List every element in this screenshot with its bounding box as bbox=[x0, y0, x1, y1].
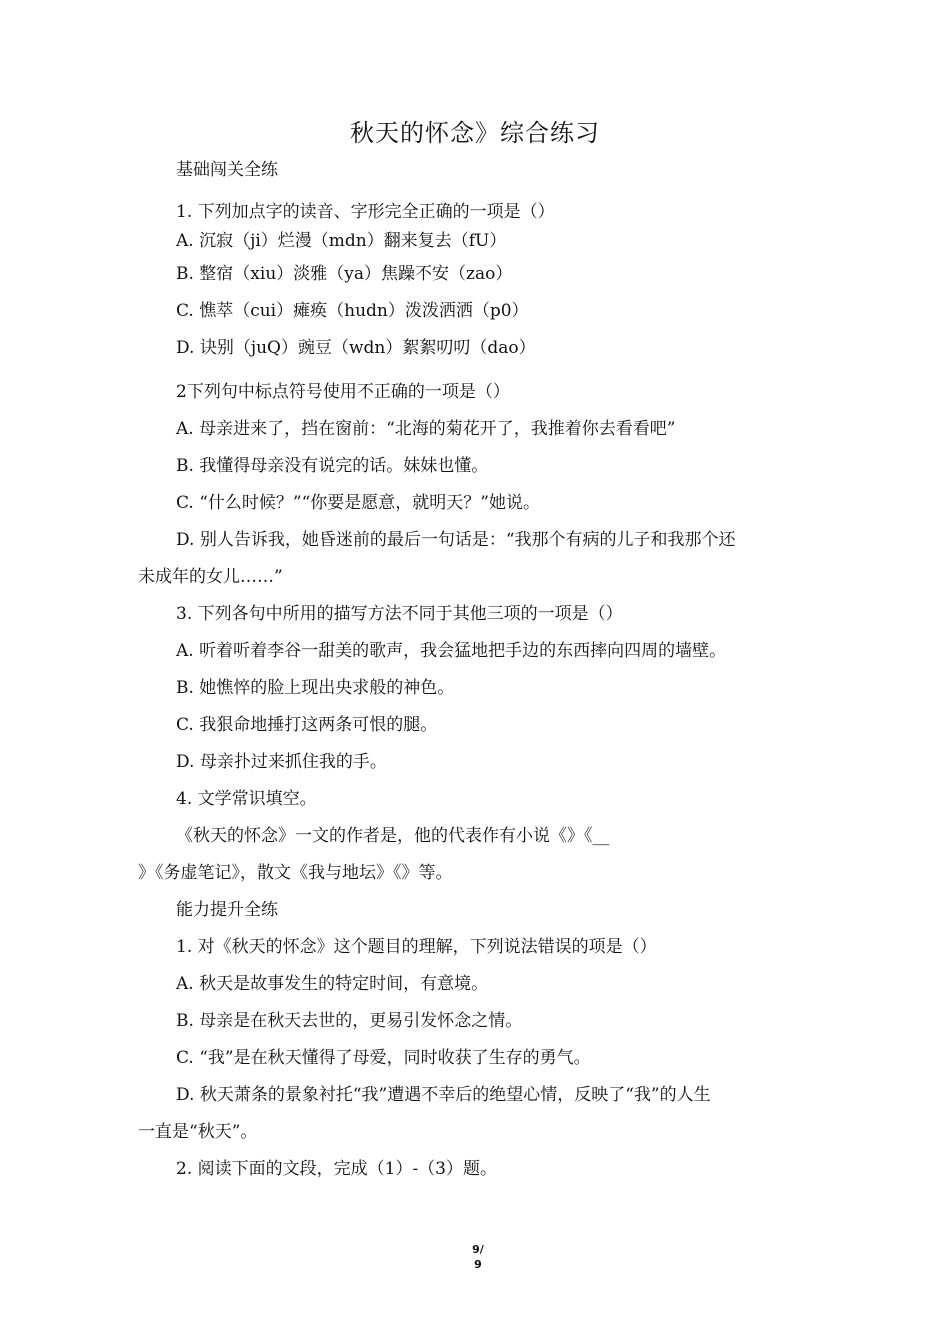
question-4-line-1: 《秋天的怀念》一文的作者是，他的代表作有小说《》《__ bbox=[176, 826, 610, 846]
question-1-stem: 1. 下列加点字的读音、字形完全正确的一项是（） bbox=[176, 202, 555, 222]
question-2-option-d: D. 别人告诉我，她昏迷前的最后一句话是：“我那个有病的儿子和我那个还 bbox=[176, 530, 736, 550]
advanced-question-1-option-a: A. 秋天是故事发生的特定时间，有意境。 bbox=[176, 974, 489, 994]
question-4-line-2: 》《务虚笔记》，散文《我与地坛》《》等。 bbox=[138, 863, 453, 883]
question-3-stem: 3. 下列各句中所用的描写方法不同于其他三项的一项是（） bbox=[176, 604, 623, 624]
question-2-option-c: C. “什么时候？”“你要是愿意，就明天？”她说。 bbox=[176, 493, 540, 513]
advanced-question-1-option-d-continued: 一直是“秋天”。 bbox=[138, 1122, 258, 1142]
question-4-stem: 4. 文学常识填空。 bbox=[176, 789, 317, 809]
question-2-option-a: A. 母亲进来了，挡在窗前：“北海的菊花开了，我推着你去看看吧” bbox=[176, 419, 676, 439]
advanced-question-1-option-d: D. 秋天萧条的景象衬托“我”遭遇不幸后的绝望心情，反映了“我”的人生 bbox=[176, 1085, 711, 1105]
page-number-top: 9/ bbox=[472, 1243, 484, 1256]
document-title: 秋天的怀念》综合练习 bbox=[350, 119, 600, 147]
question-2-stem: 2下列句中标点符号使用不正确的一项是（） bbox=[176, 382, 510, 402]
question-1-option-d: D. 诀别（juQ）豌豆（wdn）絮絮叨叨（dao） bbox=[176, 338, 536, 358]
question-3-option-d: D. 母亲扑过来抓住我的手。 bbox=[176, 752, 387, 772]
page-number-bottom: 9 bbox=[474, 1258, 482, 1271]
question-3-option-b: B. 她憔悴的脸上现出央求般的神色。 bbox=[176, 678, 455, 698]
advanced-question-1-stem: 1. 对《秋天的怀念》这个题目的理解，下列说法错误的项是（） bbox=[176, 937, 657, 957]
advanced-question-1-option-c: C. “我”是在秋天懂得了母爱，同时收获了生存的勇气。 bbox=[176, 1048, 591, 1068]
question-1-option-c: C. 憔萃（cui）瘫痪（hudn）泼泼洒洒（p0） bbox=[176, 301, 529, 321]
advanced-question-2-stem: 2. 阅读下面的文段，完成（1）-（3）题。 bbox=[176, 1159, 497, 1179]
question-1-option-a: A. 沉寂（ji）烂漫（mdn）翻来复去（fU） bbox=[176, 231, 507, 251]
section-heading-advanced: 能力提升全练 bbox=[176, 900, 278, 920]
question-3-option-a: A. 听着听着李谷一甜美的歌声，我会猛地把手边的东西摔向四周的墙壁。 bbox=[176, 641, 727, 661]
advanced-question-1-option-b: B. 母亲是在秋天去世的，更易引发怀念之情。 bbox=[176, 1011, 523, 1031]
question-3-option-c: C. 我狠命地捶打这两条可恨的腿。 bbox=[176, 715, 438, 735]
question-2-option-b: B. 我懂得母亲没有说完的话。妹妹也懂。 bbox=[176, 456, 489, 476]
question-2-option-d-continued: 未成年的女儿……” bbox=[138, 567, 283, 587]
section-heading-basic: 基础闯关全练 bbox=[176, 160, 278, 180]
question-1-option-b: B. 整宿（xiu）淡雅（ya）焦躁不安（zao） bbox=[176, 264, 513, 284]
